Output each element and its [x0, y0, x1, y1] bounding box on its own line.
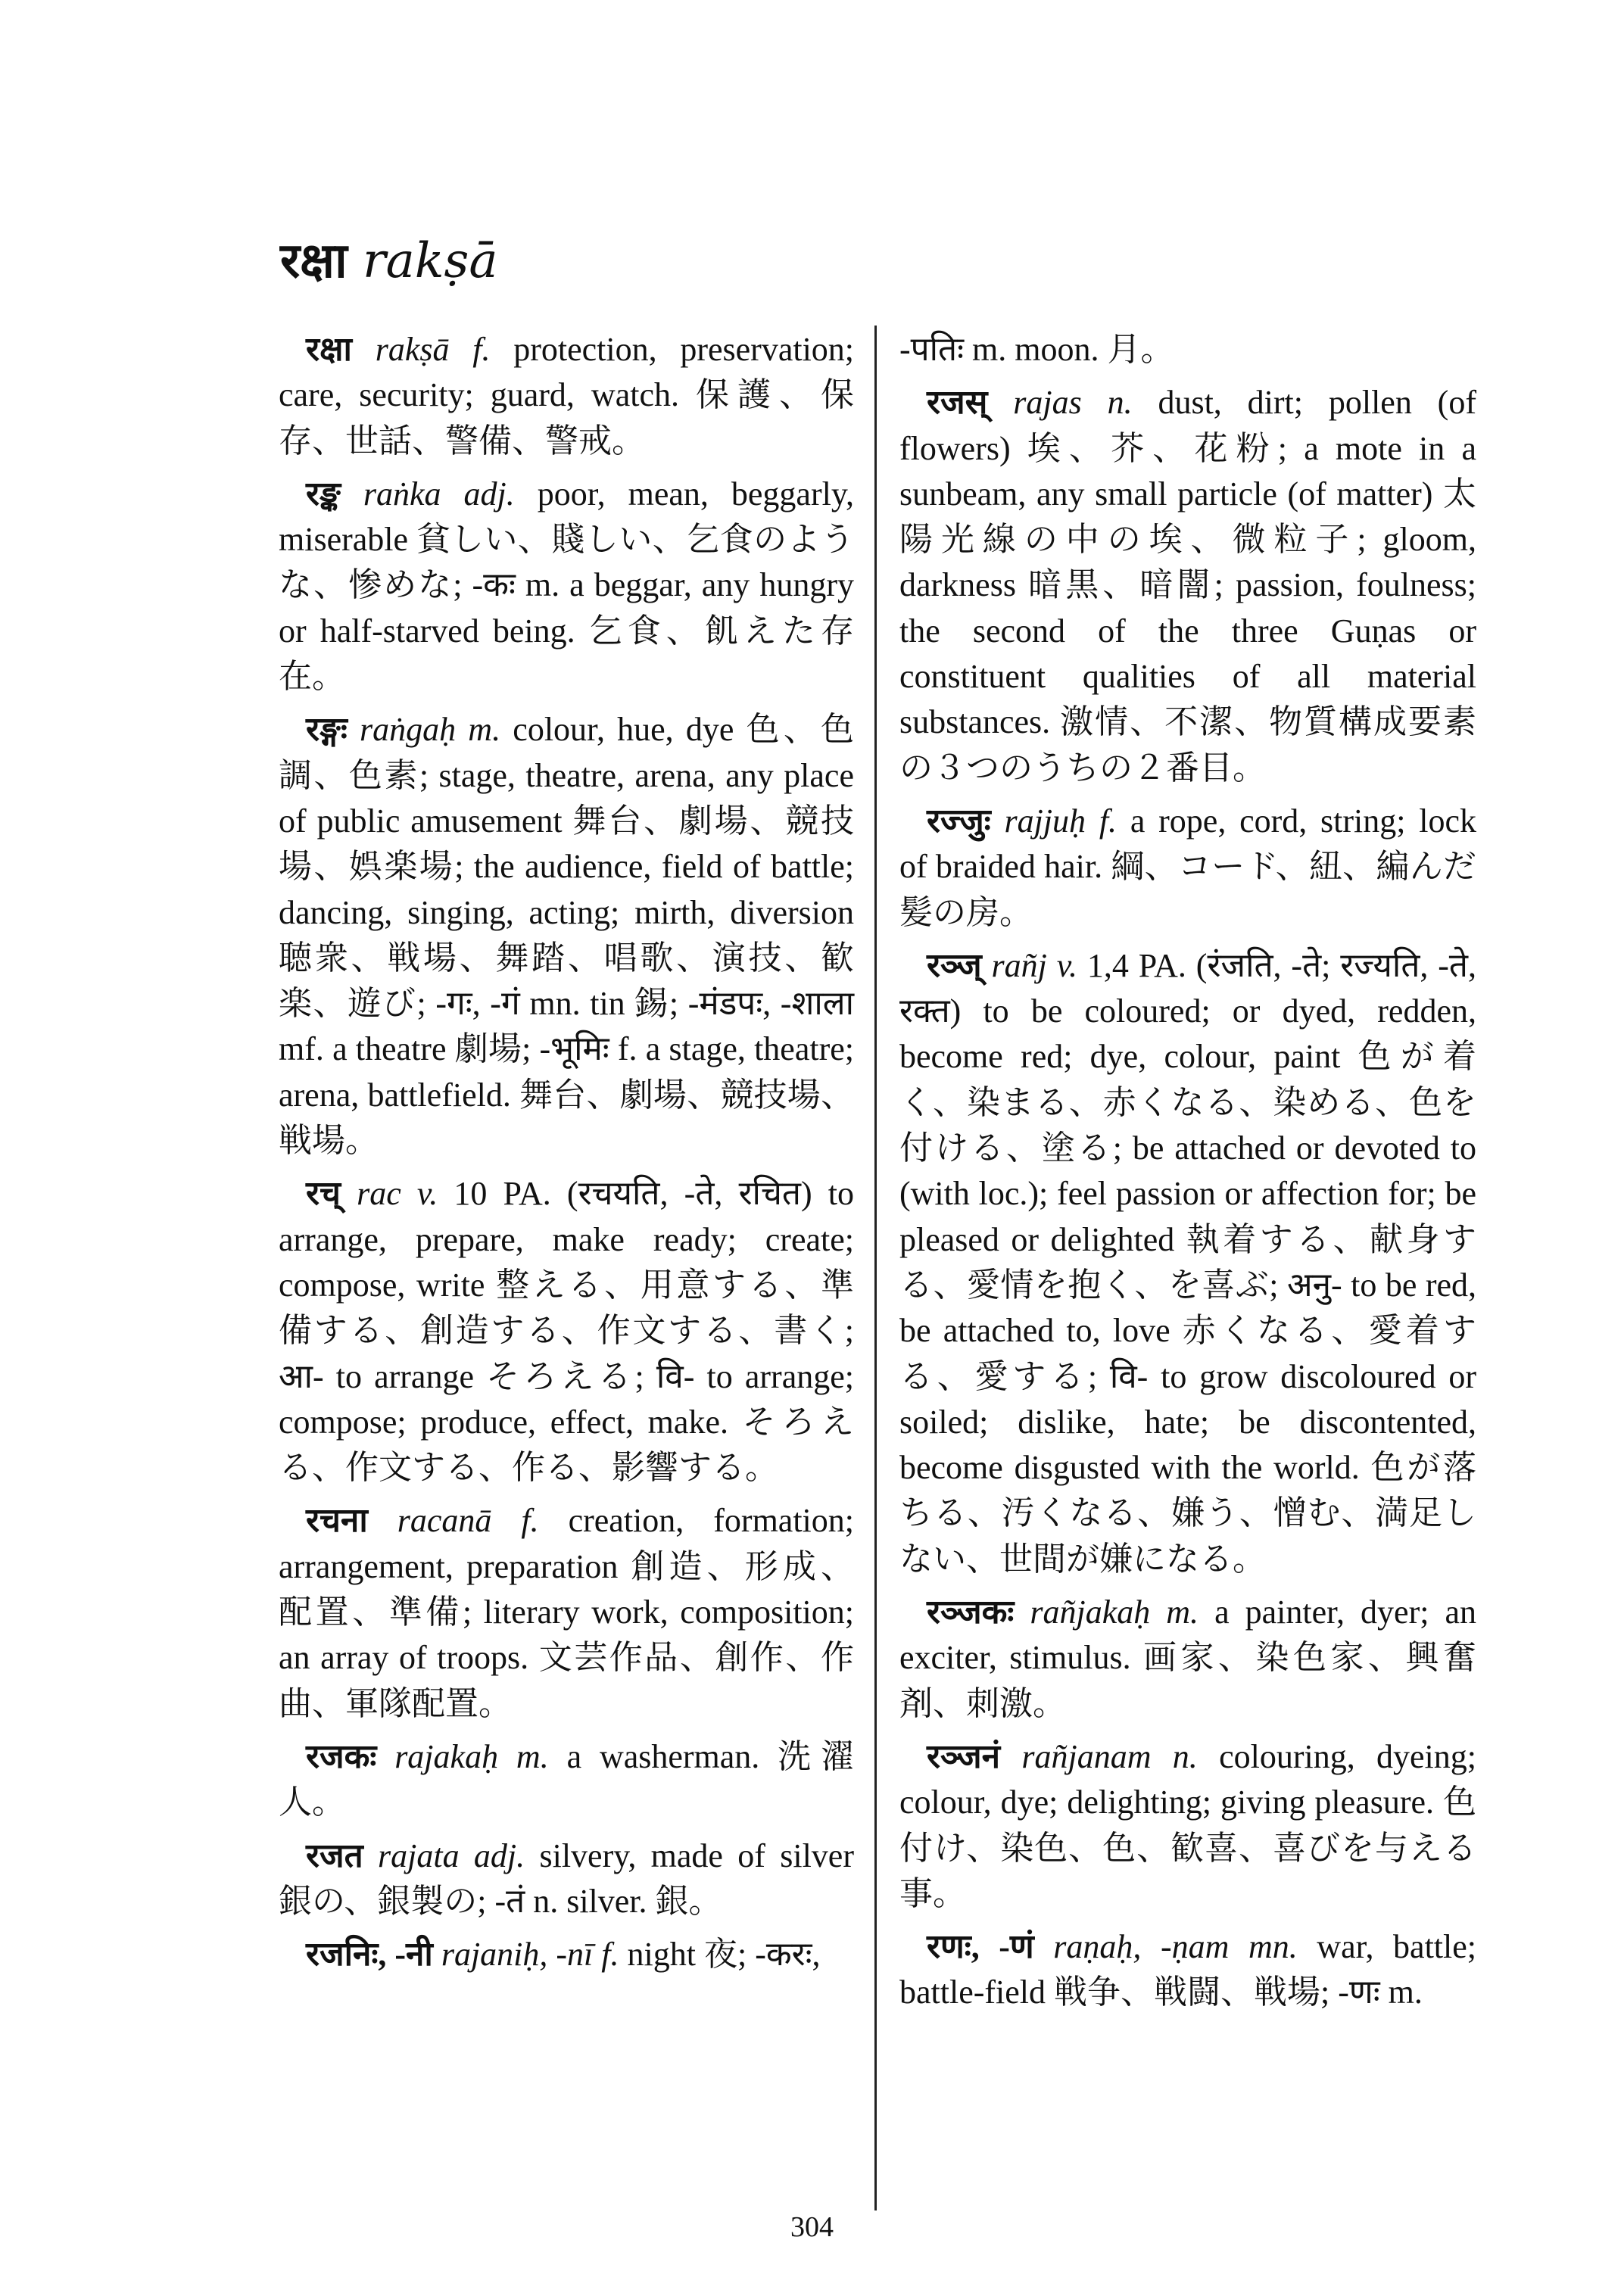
entry-definition: silvery, made of silver 銀の、銀製の; -तं n. silver. 銀。: [279, 1837, 854, 1920]
dictionary-entry: [899, 1590, 1476, 1727]
entry-headword: रक्षा: [306, 331, 352, 368]
entry-headword: रञ्ज्: [927, 946, 982, 984]
dictionary-entry: [279, 327, 854, 464]
entry-transliteration: rajjuḥ f.: [1004, 802, 1117, 840]
entry-definition: night 夜; -करः,: [627, 1936, 821, 1974]
entry-transliteration: racanā f.: [397, 1502, 539, 1540]
entry-transliteration: raṇaḥ, -ṇam mn.: [1053, 1928, 1298, 1966]
entry-headword: रच्: [306, 1175, 341, 1213]
entry-transliteration: rajas n.: [1013, 384, 1133, 422]
entry-headword: रजस्: [927, 384, 988, 422]
entry-headword: रजकः: [306, 1737, 377, 1775]
page-number: 304: [790, 2211, 834, 2243]
entry-definition: war, battle; battle-field 戦争、戦闘、戦場; -णः m.: [899, 1928, 1477, 2011]
dictionary-entry: [899, 327, 1476, 372]
page-header: [280, 227, 498, 295]
entry-headword: रणः, -णं: [927, 1928, 1034, 1966]
entry-definition: a washerman. 洗濯人。: [279, 1737, 855, 1821]
left-column: [279, 327, 854, 1985]
entry-headword: रङ्गः: [306, 711, 348, 749]
entry-definition: colour, hue, dye 色、色調、色素; stage, theatre, arena, any place of public amusement 舞台、劇場、競技場、娯楽場; the audience, field of battle; dancing, singing, acting; mirth, diversion 聴衆、戦場、舞踏、唱歌、演技、歓楽、遊び; -गः, -गं mn. tin 錫; -मंडपः, -शाला mf. a theatre 劇場; -भूमिः f. a stage, theatre; arena, battlefield. 舞台、劇場、競技場、戦場。: [279, 711, 855, 1160]
dictionary-entry: [279, 472, 854, 699]
dictionary-entry: [279, 1498, 854, 1726]
entry-definition: dust, dirt; pollen (of flowers) 埃、芥、花粉; a mote in a sunbeam, any small particle (of matter) 太陽光線の中の埃、微粒子; gloom, darkness 暗黒、暗闇; passion, foulness; the second of the three Guṇas or constituent qualities of all material substances. 激情、不潔、物質構成要素の３つのうちの２番目。: [899, 384, 1476, 787]
entry-transliteration: raṅka adj.: [363, 475, 515, 512]
right-column: [899, 327, 1476, 2024]
entry-transliteration: rajaniḥ, -nī f.: [441, 1936, 619, 1974]
dictionary-entry: [899, 1734, 1476, 1917]
entry-headword: रञ्जकः: [927, 1594, 1015, 1631]
entry-definition: creation, formation; arrangement, preparation 創造、形成、配置、準備; literary work, composition; an array of troops. 文芸作品、創作、作曲、軍隊配置。: [279, 1502, 854, 1722]
entry-headword: रञ्जनं: [927, 1737, 1001, 1775]
header-roman: rakṣā: [362, 233, 498, 289]
entry-transliteration: rajata adj.: [378, 1837, 525, 1874]
entry-headword: रजत: [306, 1837, 363, 1874]
entry-definition: 1,4 PA. (रंजति, -ते; रज्यति, -ते, रक्त) to be coloured; or dyed, redden, become red; dye, colour, paint 色が着く、染まる、赤くなる、染める、色を付ける、塗る; be attached or devoted to (with loc.); feel passion or affection for; be pleased or delighted 執着する、献身する、愛情を抱く、を喜ぶ; अनु- to be red, be attached to, love 赤くなる、愛着する、愛する; वि- to grow discoloured or soiled; dislike, hate; be discontented, become disgusted with the world. 色が落ちる、汚くなる、嫌う、憎む、満足しない、世間が嫌になる。: [899, 946, 1476, 1578]
entry-transliteration: raṅgaḥ m.: [359, 711, 501, 749]
dictionary-entry: [279, 707, 854, 1164]
dictionary-entry: [899, 943, 1476, 1582]
entry-transliteration: rajakaḥ m.: [394, 1737, 549, 1775]
entry-headword: रङ्क: [306, 475, 341, 512]
dictionary-entry: [279, 1833, 854, 1925]
dictionary-entry: [279, 1171, 854, 1491]
entry-transliteration: rakṣā f.: [375, 331, 491, 368]
entry-definition: -पतिः m. moon. 月。: [899, 331, 1174, 368]
entry-headword: रजनिः, -नी: [306, 1936, 433, 1974]
entry-transliteration: rac v.: [357, 1175, 438, 1213]
entry-definition: protection, preservation; care, security; guard, watch. 保護、保存、世話、警備、警戒。: [279, 331, 855, 460]
dictionary-entry: [899, 799, 1476, 936]
header-devanagari: रक्षा: [280, 232, 348, 289]
entry-definition: a painter, dyer; an exciter, stimulus. 画家、染色家、興奮剤、刺激。: [899, 1594, 1477, 1722]
dictionary-entry: [279, 1734, 854, 1826]
entry-definition: 10 PA. (रचयति, -ते, रचित) to arrange, prepare, make ready; create; compose, write 整える、用意する、準備する、創造する、作文する、書く; आ- to arrange そろえる; वि- to arrange; compose; produce, effect, make. そろえる、作文する、作る、影響する。: [279, 1175, 855, 1487]
entry-transliteration: rañjakaḥ m.: [1030, 1594, 1199, 1631]
entry-transliteration: rañjanam n.: [1021, 1737, 1198, 1775]
entry-definition: colouring, dyeing; colour, dye; delighting; giving pleasure. 色付け、染色、色、歓喜、喜びを与える事。: [899, 1737, 1476, 1912]
entry-headword: रचना: [306, 1502, 368, 1540]
entry-transliteration: rañj v.: [991, 946, 1077, 984]
dictionary-entry: [899, 380, 1476, 791]
dictionary-entry: [279, 1932, 854, 1977]
entry-definition: poor, mean, beggarly, miserable 貧しい、賤しい、乞食のような、惨めな; -कः m. a beggar, any hungry or half-starved being. 乞食、飢えた存在。: [279, 475, 854, 696]
dictionary-entry: [899, 1924, 1476, 2016]
column-divider: [874, 326, 877, 2210]
entry-headword: रज्जुः: [927, 802, 991, 840]
entry-definition: a rope, cord, string; lock of braided hair. 綱、コード、紐、編んだ髪の房。: [899, 802, 1477, 931]
